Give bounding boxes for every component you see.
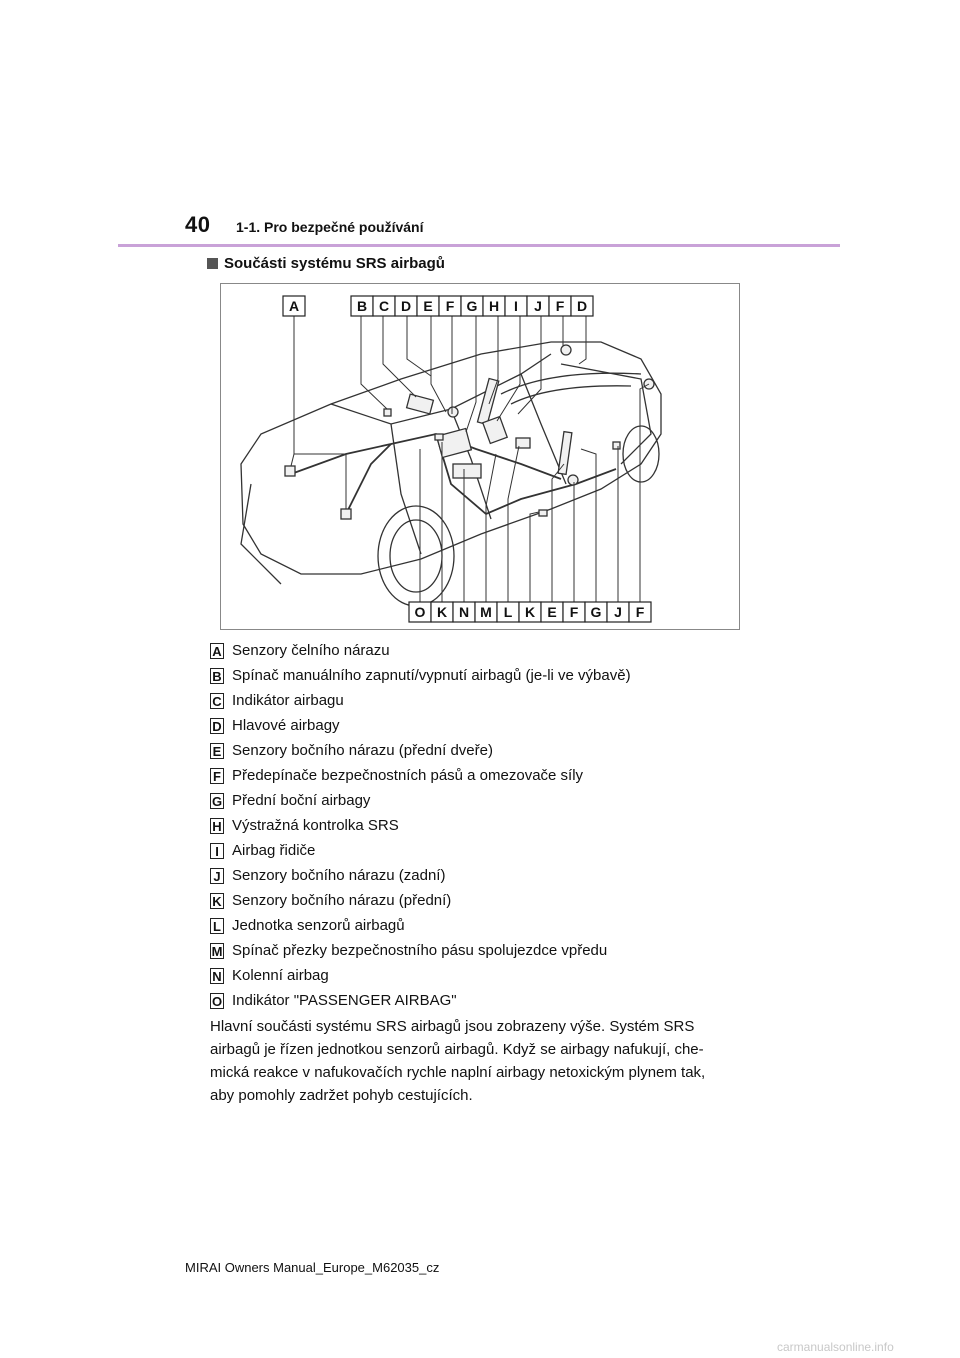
legend-letter: G — [211, 793, 223, 809]
legend-text: Senzory bočního nárazu (přední) — [232, 892, 452, 909]
paragraph-line: aby pomohly zadržet pohyb cestujících. — [210, 1087, 473, 1104]
legend-letter: J — [210, 868, 224, 884]
legend-letter: B — [210, 668, 224, 684]
label-k: K — [436, 604, 448, 620]
section-header: 1-1. Pro bezpečné používání — [236, 219, 424, 235]
legend-letter: A — [210, 643, 224, 659]
legend-text: Senzory čelního nárazu — [232, 642, 390, 659]
car-outline — [241, 342, 661, 606]
legend-text: Spínač přezky bezpečnostního pásu spolujezdce vpředu — [232, 942, 608, 959]
paragraph-line: Hlavní součásti systému SRS airbagů jsou zobrazeny výše. Systém SRS — [210, 1018, 695, 1035]
legend-text: Spínač manuálního zapnutí/vypnutí airbagů (je-li ve výbavě) — [232, 667, 631, 684]
legend-item — [210, 813, 631, 838]
legend-letter: H — [210, 818, 224, 834]
legend-letter: F — [210, 768, 224, 784]
legend-item — [210, 838, 631, 863]
legend-item — [210, 888, 631, 913]
legend-item — [210, 963, 631, 988]
legend-letter: O — [211, 993, 223, 1009]
legend-letter: K — [210, 893, 224, 909]
legend-letter: I — [210, 843, 224, 859]
label-j2: J — [614, 604, 622, 620]
legend-text: Výstražná kontrolka SRS — [232, 817, 399, 834]
legend-item — [210, 638, 631, 663]
description-paragraph — [210, 1015, 750, 1107]
subsection-title-text: Součásti systému SRS airbagů — [224, 255, 445, 272]
top-label-row — [283, 296, 593, 316]
legend-letter: E — [210, 743, 224, 759]
page-number: 40 — [185, 212, 211, 237]
bottom-label-row — [409, 602, 651, 622]
label-g2: G — [590, 604, 602, 620]
label-f: F — [445, 298, 455, 314]
label-e2: E — [547, 604, 557, 620]
label-c: C — [378, 298, 390, 314]
legend-item — [210, 788, 631, 813]
legend-item — [210, 938, 631, 963]
legend-item — [210, 988, 631, 1013]
label-m: M — [480, 604, 492, 620]
label-f2: F — [555, 298, 565, 314]
paragraph-line: mická reakce v nafukovačích rychle naplní airbagy netoxickým plynem tak, — [210, 1064, 706, 1081]
watermark: carmanualsonline.info — [777, 1340, 894, 1354]
label-j: J — [534, 298, 542, 314]
legend-text: Indikátor "PASSENGER AIRBAG" — [232, 992, 457, 1009]
label-l: L — [503, 604, 513, 620]
legend-text: Senzory bočního nárazu (zadní) — [232, 867, 446, 884]
label-i: I — [514, 298, 518, 314]
srs-airbag-diagram — [220, 283, 740, 630]
legend-text: Jednotka senzorů airbagů — [232, 917, 405, 934]
label-f4: F — [635, 604, 645, 620]
square-bullet-icon — [207, 258, 218, 269]
legend-letter: L — [210, 918, 224, 934]
label-b: B — [356, 298, 368, 314]
label-d2: D — [576, 298, 588, 314]
legend-letter: M — [211, 943, 223, 959]
legend-text: Airbag řidiče — [232, 842, 316, 859]
legend-letter: N — [210, 968, 224, 984]
legend-item — [210, 863, 631, 888]
label-d: D — [400, 298, 412, 314]
legend-item — [210, 913, 631, 938]
paragraph-line: airbagů je řízen jednotkou senzorů airbagů. Když se airbagy nafukují, che- — [210, 1041, 704, 1058]
legend-item — [210, 738, 631, 763]
legend-text: Kolenní airbag — [232, 967, 329, 984]
legend-text: Předepínače bezpečnostních pásů a omezovače síly — [232, 767, 584, 784]
legend-text: Indikátor airbagu — [232, 692, 344, 709]
label-a: A — [288, 298, 300, 314]
component-legend — [210, 638, 631, 1013]
legend-text: Hlavové airbagy — [232, 717, 340, 734]
label-k2: K — [524, 604, 536, 620]
legend-item — [210, 688, 631, 713]
label-n: N — [458, 604, 470, 620]
subsection-title — [207, 255, 445, 272]
legend-text: Senzory bočního nárazu (přední dveře) — [232, 742, 493, 759]
label-f3: F — [569, 604, 579, 620]
footer-manual-id: MIRAI Owners Manual_Europe_M62035_cz — [185, 1260, 440, 1275]
legend-item — [210, 663, 631, 688]
legend-text: Přední boční airbagy — [232, 792, 371, 809]
label-o: O — [414, 604, 426, 620]
car-illustration — [221, 284, 739, 629]
label-e: E — [423, 298, 433, 314]
label-h: H — [488, 298, 500, 314]
header-divider — [118, 244, 840, 247]
legend-item — [210, 713, 631, 738]
legend-letter: D — [210, 718, 224, 734]
label-g: G — [466, 298, 478, 314]
legend-letter: C — [210, 693, 224, 709]
legend-item — [210, 763, 631, 788]
